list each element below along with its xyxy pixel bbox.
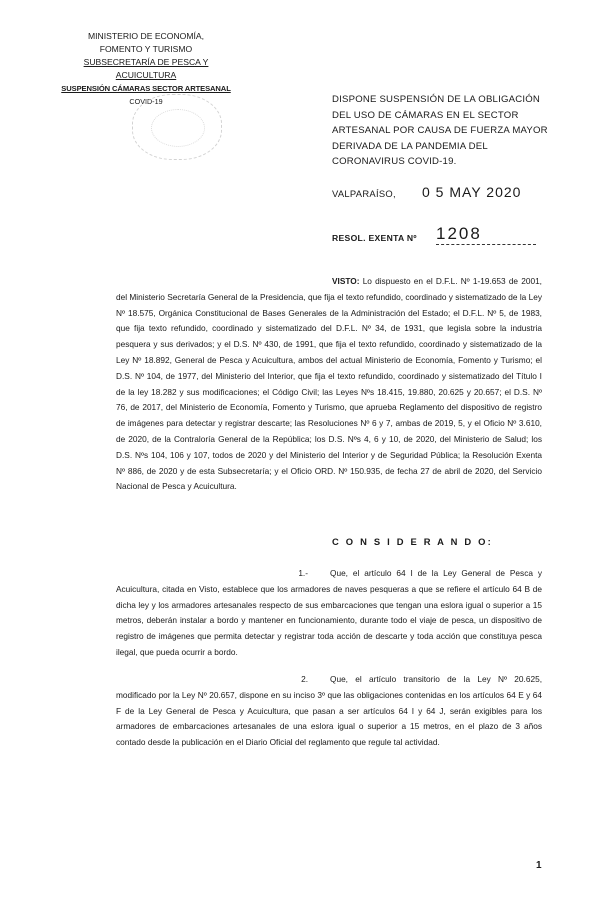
suspension-line: SUSPENSIÓN CÁMARAS SECTOR ARTESANAL xyxy=(61,84,231,93)
resolution-label: RESOL. EXENTA Nº xyxy=(332,233,417,243)
paragraph-1 xyxy=(116,566,542,661)
page-number: 1 xyxy=(536,860,542,871)
issuer-block xyxy=(56,30,236,108)
subsecretaria-line: SUBSECRETARÍA DE PESCA Y ACUICULTURA xyxy=(83,57,209,80)
resolution-number: 1208 xyxy=(436,224,536,245)
paragraph-2-number: 2. xyxy=(301,674,308,684)
visto-text: Lo dispuesto en el D.F.L. Nº 1-19.653 de 2001, del Ministerio Secretaría General de la Presidencia, que fija el texto refundido, coordinado y sistematizado de la Ley Nº 18.575, Orgánica Constitucional de Bases Generales de la Administración del Estado; el D.F.L. Nº 5, de 1983, que fija texto refundido, coordinado y sistematizado del D.F.L. Nº 34, de 1931, que legisla sobre la industria pesquera y sus derivados; y el D.S. Nº 430, de 1991, que fija el texto refundido, coordinado y sistematizado de la Ley Nº 18.892, General de Pesca y Acuicultura, ambos del actual Ministerio de Economía, Fomento y Turismo; el D.S. Nº 104, de 1977, del Ministerio del Interior, que fija el texto refundido, coordinado y sistematizado del Título I de la ley 18.282 y sus modificaciones; el Código Civil; las Leyes Nºs 18.415, 19.880, 20.625 y 20.657; el D.S. Nº 76, de 2017, del Ministerio de Economía, Fomento y Turismo, que aprueba Reglamento del dispositivo de registro de imágenes para detectar y registrar descarte; las Resoluciones Nº 6 y 7, ambas de 2019, 5, y el Oficio Nº 3.610, de 2020, de la Contraloría General de la República; los D.S. Nºs 4, 6 y 10, de 2020, del Ministerio de Salud; los D.S. Nºs 104, 106 y 107, todos de 2020 y del Ministerio del Interior y de Seguridad Pública; la Resolución Exenta Nº 886, de 2020 y de esta Subsecretaría; y el Oficio ORD. Nº 150.935, de fecha 27 de abril de 2020, del Servicio Nacional de Pesca y Acuicultura. xyxy=(116,276,542,492)
resolution-title: DISPONE SUSPENSIÓN DE LA OBLIGACIÓN DEL USO DE CÁMARAS EN EL SECTOR ARTESANAL POR CAUSA DE FUERZA MAYOR DERIVADA DE LA PANDEMIA DEL CORONAVIRUS COVID-19. xyxy=(332,94,548,168)
ministry-line-2: FOMENTO Y TURISMO xyxy=(99,44,193,54)
covid-line: COVID-19 xyxy=(129,97,163,106)
paragraph-2 xyxy=(116,672,542,751)
visto-lead: VISTO: xyxy=(332,276,360,286)
paragraph-2-text: Que, el artículo transitorio de la Ley Nº 20.625, modificado por la Ley Nº 20.657, dispone en su inciso 3º que las obligaciones contenidas en los artículos 64 E y 64 F de la Ley General de Pesca y Acuicultura, que pasan a ser artículos 64 I y 64 J, serán exigibles para los armadores de embarcaciones artesanales de una eslora igual o superior a 15 metros, en el plazo de 3 años contado desde la publicación en el Diario Oficial del reglamento que regule tal actividad. xyxy=(116,674,542,748)
place-label: VALPARAÍSO, xyxy=(332,188,396,199)
considerando-heading: C O N S I D E R A N D O: xyxy=(332,536,493,547)
paragraph-1-text: Que, el artículo 64 I de la Ley General de Pesca y Acuicultura, citada en Visto, establece que los armadores de naves pesqueras a que se refiere el artículo 64 B de dicha ley y los armadores artesanales respecto de sus embarcaciones que tengan una eslora igual o superior a 15 metros, deberán instalar a bordo y mantener en funcionamiento, durante todo el viaje de pesca, un dispositivo de registro de imágenes que permita detectar y registrar toda acción de descarte y toda acción que constituya pesca ilegal, que pueda ocurrir a bordo. xyxy=(116,568,542,657)
ministry-line-1: MINISTERIO DE ECONOMÍA, xyxy=(87,31,205,41)
date-stamp: 0 5 MAY 2020 xyxy=(422,184,522,200)
seal-stamp-icon xyxy=(132,94,222,160)
visto-paragraph xyxy=(116,274,542,495)
paragraph-1-number: 1.- xyxy=(298,568,308,578)
